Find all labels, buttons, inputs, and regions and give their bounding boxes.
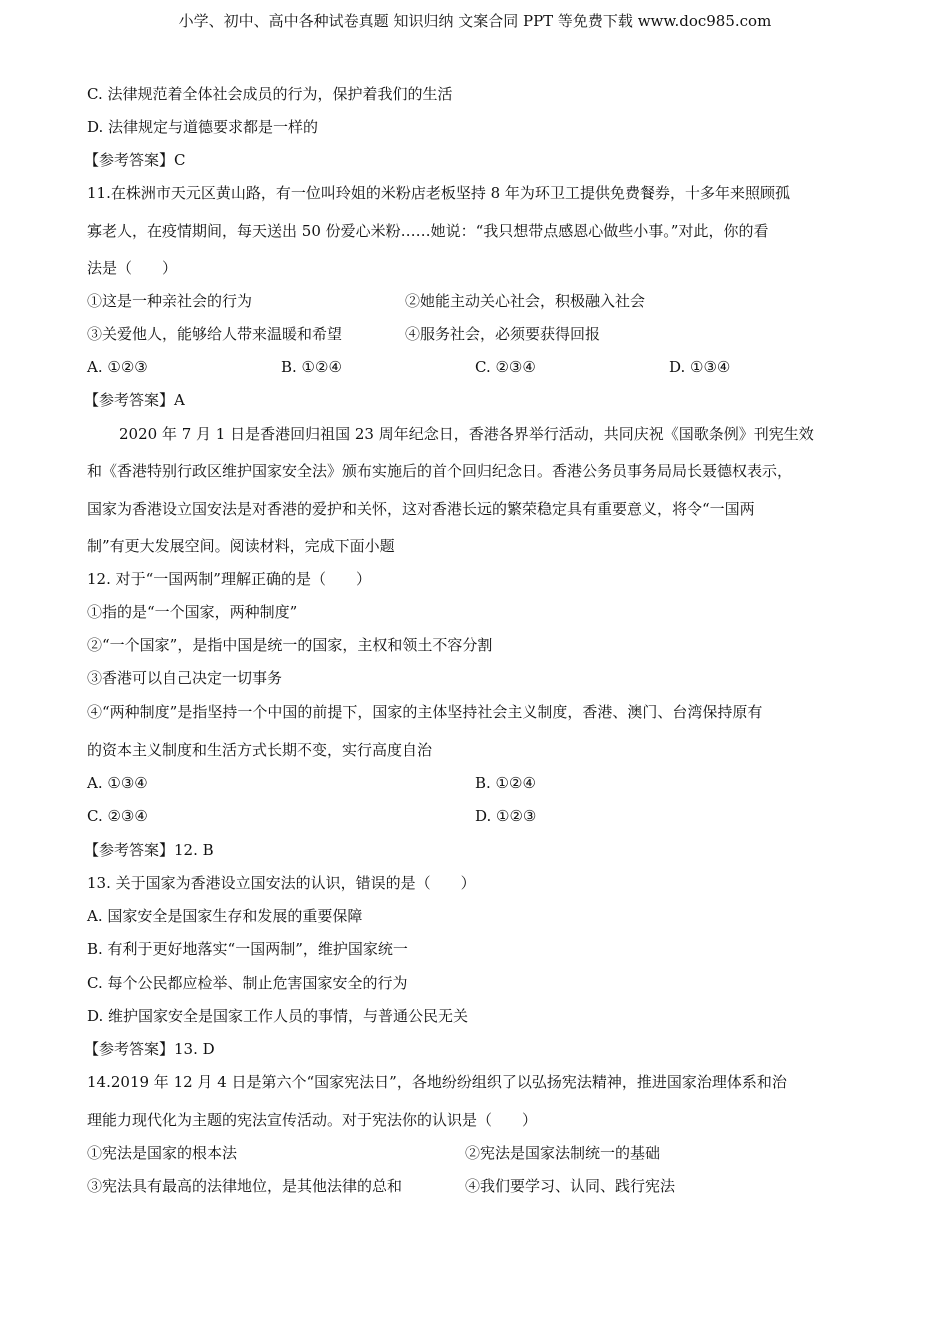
question-12-item-3: ③香港可以自己决定一切事务 bbox=[87, 669, 283, 687]
page-header: 小学、初中、高中各种试卷真题 知识归纳 文案合同 PPT 等免费下载 www.doc985.com bbox=[178, 12, 772, 30]
question-14-line1: 14.2019 年 12 月 4 日是第六个“国家宪法日”，各地纷纷组织了以弘扬宪法精神，推进国家治理体系和治 bbox=[87, 1073, 787, 1091]
question-12-item-1: ①指的是“一个国家，两种制度” bbox=[87, 603, 298, 621]
question-12-item-4b: 的资本主义制度和生活方式长期不变，实行高度自治 bbox=[87, 741, 433, 759]
question-11-item-3: ③关爱他人，能够给人带来温暖和希望 bbox=[87, 325, 343, 343]
question-13-option-d: D. 维护国家安全是国家工作人员的事情，与普通公民无关 bbox=[87, 1007, 469, 1025]
question-11-option-c: C. ②③④ bbox=[475, 358, 536, 376]
question-12-answer: 【参考答案】12. B bbox=[84, 841, 214, 859]
material-line4: 制”有更大发展空间。阅读材料，完成下面小题 bbox=[87, 537, 395, 555]
question-14-item-1: ①宪法是国家的根本法 bbox=[87, 1144, 238, 1162]
question-14-line2: 理能力现代化为主题的宪法宣传活动。对于宪法你的认识是（ ） bbox=[87, 1111, 538, 1129]
question-11-option-b: B. ①②④ bbox=[281, 358, 342, 376]
question-12-item-2: ②“一个国家”，是指中国是统一的国家，主权和领土不容分割 bbox=[87, 636, 493, 654]
question-11-item-2: ②她能主动关心社会，积极融入社会 bbox=[405, 292, 646, 310]
question-12-option-d: D. ①②③ bbox=[475, 807, 537, 825]
question-12-option-c: C. ②③④ bbox=[87, 807, 148, 825]
question-13-option-a: A. 国家安全是国家生存和发展的重要保障 bbox=[87, 907, 363, 925]
material-line1: 2020 年 7 月 1 日是香港回归祖国 23 周年纪念日，香港各界举行活动，共同庆祝《国歌条例》刊宪生效 bbox=[119, 425, 814, 443]
question-12-stem: 12. 对于“一国两制”理解正确的是（ ） bbox=[87, 570, 371, 588]
question-14-item-3: ③宪法具有最高的法律地位，是其他法律的总和 bbox=[87, 1177, 403, 1195]
question-13-option-c: C. 每个公民都应检举、制止危害国家安全的行为 bbox=[87, 974, 408, 992]
question-12-option-b: B. ①②④ bbox=[475, 774, 536, 792]
question-11-line1: 11.在株洲市天元区黄山路，有一位叫玲姐的米粉店老板坚持 8 年为环卫工提供免费餐券，十多年来照顾孤 bbox=[87, 184, 790, 202]
question-11-answer: 【参考答案】A bbox=[84, 391, 185, 409]
question-11-option-a: A. ①②③ bbox=[87, 358, 148, 376]
question-11-line2: 寡老人，在疫情期间，每天送出 50 份爱心米粉……她说：“我只想带点感恩心做些小事。”对此，你的看 bbox=[87, 222, 769, 240]
material-line2: 和《香港特别行政区维护国家安全法》颁布实施后的首个回归纪念日。香港公务员事务局局长聂德权表示， bbox=[87, 462, 793, 480]
option-d: D. 法律规定与道德要求都是一样的 bbox=[87, 118, 319, 136]
question-14-item-4: ④我们要学习、认同、践行宪法 bbox=[465, 1177, 676, 1195]
question-11-item-1: ①这是一种亲社会的行为 bbox=[87, 292, 253, 310]
question-11-item-4: ④服务社会，必须要获得回报 bbox=[405, 325, 601, 343]
question-11-option-d: D. ①③④ bbox=[669, 358, 731, 376]
material-line3: 国家为香港设立国安法是对香港的爱护和关怀，这对香港长远的繁荣稳定具有重要意义，将令“一国两 bbox=[87, 500, 755, 518]
answer: 【参考答案】C bbox=[84, 151, 186, 169]
question-13-option-b: B. 有利于更好地落实“一国两制”，维护国家统一 bbox=[87, 940, 408, 958]
question-13-stem: 13. 关于国家为香港设立国安法的认识，错误的是（ ） bbox=[87, 874, 476, 892]
question-12-item-4a: ④“两种制度”是指坚持一个中国的前提下，国家的主体坚持社会主义制度，香港、澳门、台湾保持原有 bbox=[87, 703, 763, 721]
option-c: C. 法律规范着全体社会成员的行为，保护着我们的生活 bbox=[87, 85, 453, 103]
question-14-item-2: ②宪法是国家法制统一的基础 bbox=[465, 1144, 661, 1162]
question-13-answer: 【参考答案】13. D bbox=[84, 1040, 215, 1058]
question-11-line3: 法是（ ） bbox=[87, 259, 178, 277]
question-12-option-a: A. ①③④ bbox=[87, 774, 148, 792]
